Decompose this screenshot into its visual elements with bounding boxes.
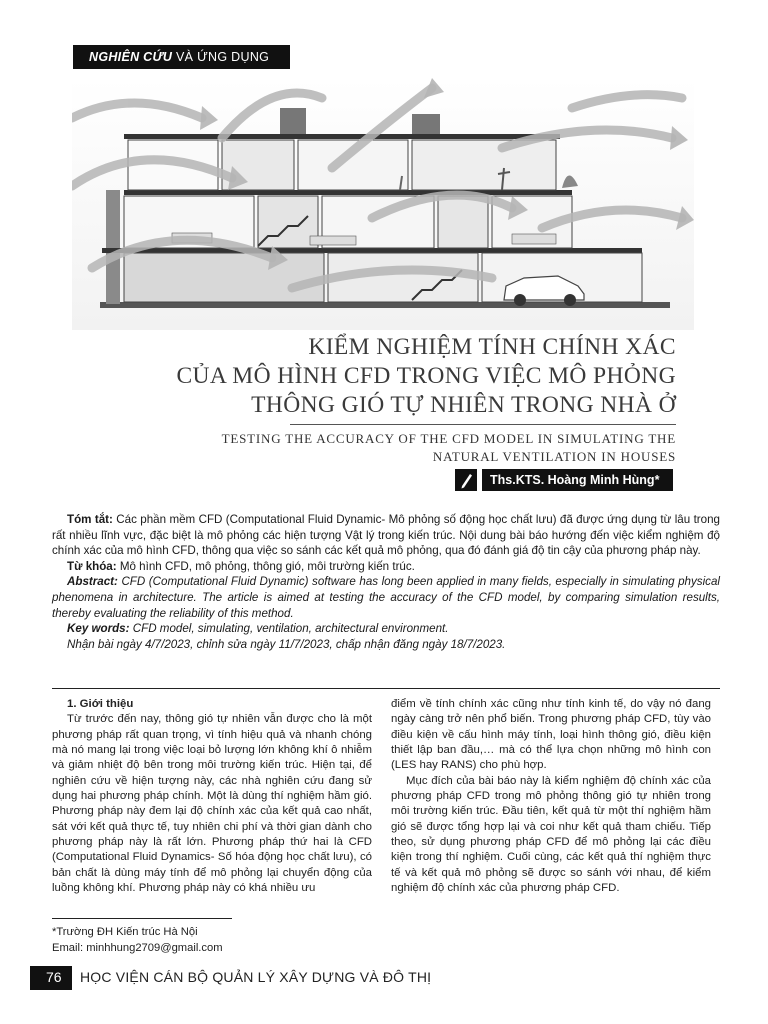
body-column-right — [391, 697, 711, 896]
keywords-vi-text: Mô hình CFD, mô phỏng, thông gió, môi trường kiến trúc. — [119, 559, 415, 573]
footnote — [52, 924, 223, 956]
body-paragraph: Mục đích của bài báo này là kiểm nghiệm độ chính xác của phương pháp CFD trong mô phỏng thông gió tự nhiên trong môi trường kiến trúc. Đầu tiên, kết quả từ một thí nghiệm hầm gió sẽ được tổng hợp lại và coi như kết quả tham chiếu. Tiếp theo, sử dụng phương pháp CFD để mô phỏng lại các điều kiện trong thí nghiệm. Cuối cùng, các kết quả thí nghiệm thực tế và kết quả mô phỏng sẽ được so sánh với nhau, để kiểm nghiệm độ chính xác của phương pháp CFD. — [391, 774, 711, 895]
keywords-en — [52, 621, 720, 637]
english-title-line: NATURAL VENTILATION IN HOUSES — [432, 449, 676, 464]
title-divider — [290, 424, 676, 425]
received-dates: Nhận bài ngày 4/7/2023, chỉnh sửa ngày 11/7/2023, chấp nhận đăng ngày 18/7/2023. — [67, 637, 506, 651]
summary-text: Các phần mềm CFD (Computational Fluid Dynamic- Mô phỏng số động học chất lưu) đã được ứng dụng từ lâu trong rất nhiều lĩnh vực, đặc biệt là mô phỏng các hiện tượng Vật lý trong kiến trúc. Nội dung bài báo hướng đến việc kiểm nghiệm độ chính xác của mô hình CFD, thông qua việc so sánh các kết quả mô phỏng, qua đó đánh giá độ tin cậy của phương pháp này. — [52, 513, 720, 558]
section-label-bold: NGHIÊN CỨU — [89, 50, 173, 64]
keywords-en-label: Key words: — [67, 622, 130, 636]
abstract-en — [52, 574, 720, 621]
body-paragraph: điểm về tính chính xác cũng như tính kinh tế, do vậy nó đang ngày càng trở nên phổ biến. Trong phương pháp CFD, tùy vào điều kiện về cấu hình máy tính, loại hình thông gió, điều kiện thiết lập ban đầu,… mà có thể lựa chọn những mô hình con (LES hay RANS) cho phù hợp. — [391, 698, 711, 772]
body-column-left — [52, 697, 372, 896]
keywords-vi-label: Từ khóa: — [67, 559, 117, 573]
keywords-vi — [52, 559, 720, 575]
house-section-illustration — [72, 78, 694, 330]
abstract-divider — [52, 688, 720, 689]
abstract-section — [52, 512, 720, 652]
section-heading: 1. Giới thiệu — [67, 698, 134, 710]
author-affiliation: *Trường ĐH Kiến trúc Hà Nội — [52, 926, 198, 938]
section-label-rest: VÀ ỨNG DỤNG — [172, 50, 270, 64]
keywords-en-text: CFD model, simulating, ventilation, architectural environment. — [132, 622, 449, 636]
summary-vi — [52, 512, 720, 559]
abstract-en-text: CFD (Computational Fluid Dynamic) software has long been applied in many fields, especially in simulating physical phenomena in architecture. The article is aimed at testing the accuracy of the CFD model, by comparing simulation results, thereby evaluating the reliability of this method. — [52, 575, 720, 620]
footnote-divider — [52, 918, 232, 919]
title-line: KIỂM NGHIỆM TÍNH CHÍNH XÁC — [308, 334, 676, 360]
abstract-en-label: Abstract: — [67, 575, 118, 589]
pen-icon — [455, 469, 477, 491]
author-bar — [455, 469, 673, 491]
article-title — [176, 333, 676, 420]
title-line: THÔNG GIÓ TỰ NHIÊN TRONG NHÀ Ở — [251, 392, 676, 418]
english-title — [222, 430, 676, 466]
author-name: Ths.KTS. Hoàng Minh Hùng* — [482, 469, 673, 491]
english-title-line: TESTING THE ACCURACY OF THE CFD MODEL IN SIMULATING THE — [221, 431, 676, 446]
title-line: CỦA MÔ HÌNH CFD TRONG VIỆC MÔ PHỎNG — [176, 363, 676, 389]
publisher-name: HỌC VIỆN CÁN BỘ QUẢN LÝ XÂY DỰNG VÀ ĐÔ THỊ — [80, 969, 432, 985]
summary-label: Tóm tắt: — [67, 513, 113, 526]
body-paragraph: Từ trước đến nay, thông gió tự nhiên vẫn được cho là một phương pháp rất quan trọng, vì tính hiệu quả và nhanh chóng mà nó mang lại trong việc loại bỏ lượng lớn không khí ô nhiễm và giảm nhiệt độ bên trong môi trường kiến trúc. Hiện tại, để nghiên cứu về hiện tượng này, các nhà nghiên cứu đang sử dụng hai phương pháp chính. Một là dùng thí nghiệm hầm gió. Phương pháp này đem lại độ chính xác của kết quả cao nhất, sát với kết quả thực tế, tuy nhiên chi phí và thời gian dành cho phương pháp này là rất lớn. Phương pháp thứ hai là CFD (Computational Fluid Dynamics- Số hóa động học chất lưu), có bản chất là dùng máy tính để mô phỏng lại chuyển động của luồng không khí. Phương pháp này có khá nhiều ưu — [52, 713, 372, 895]
section-badge — [73, 45, 290, 69]
author-email: Email: minhhung2709@gmail.com — [52, 942, 223, 954]
page-number: 76 — [30, 966, 72, 990]
